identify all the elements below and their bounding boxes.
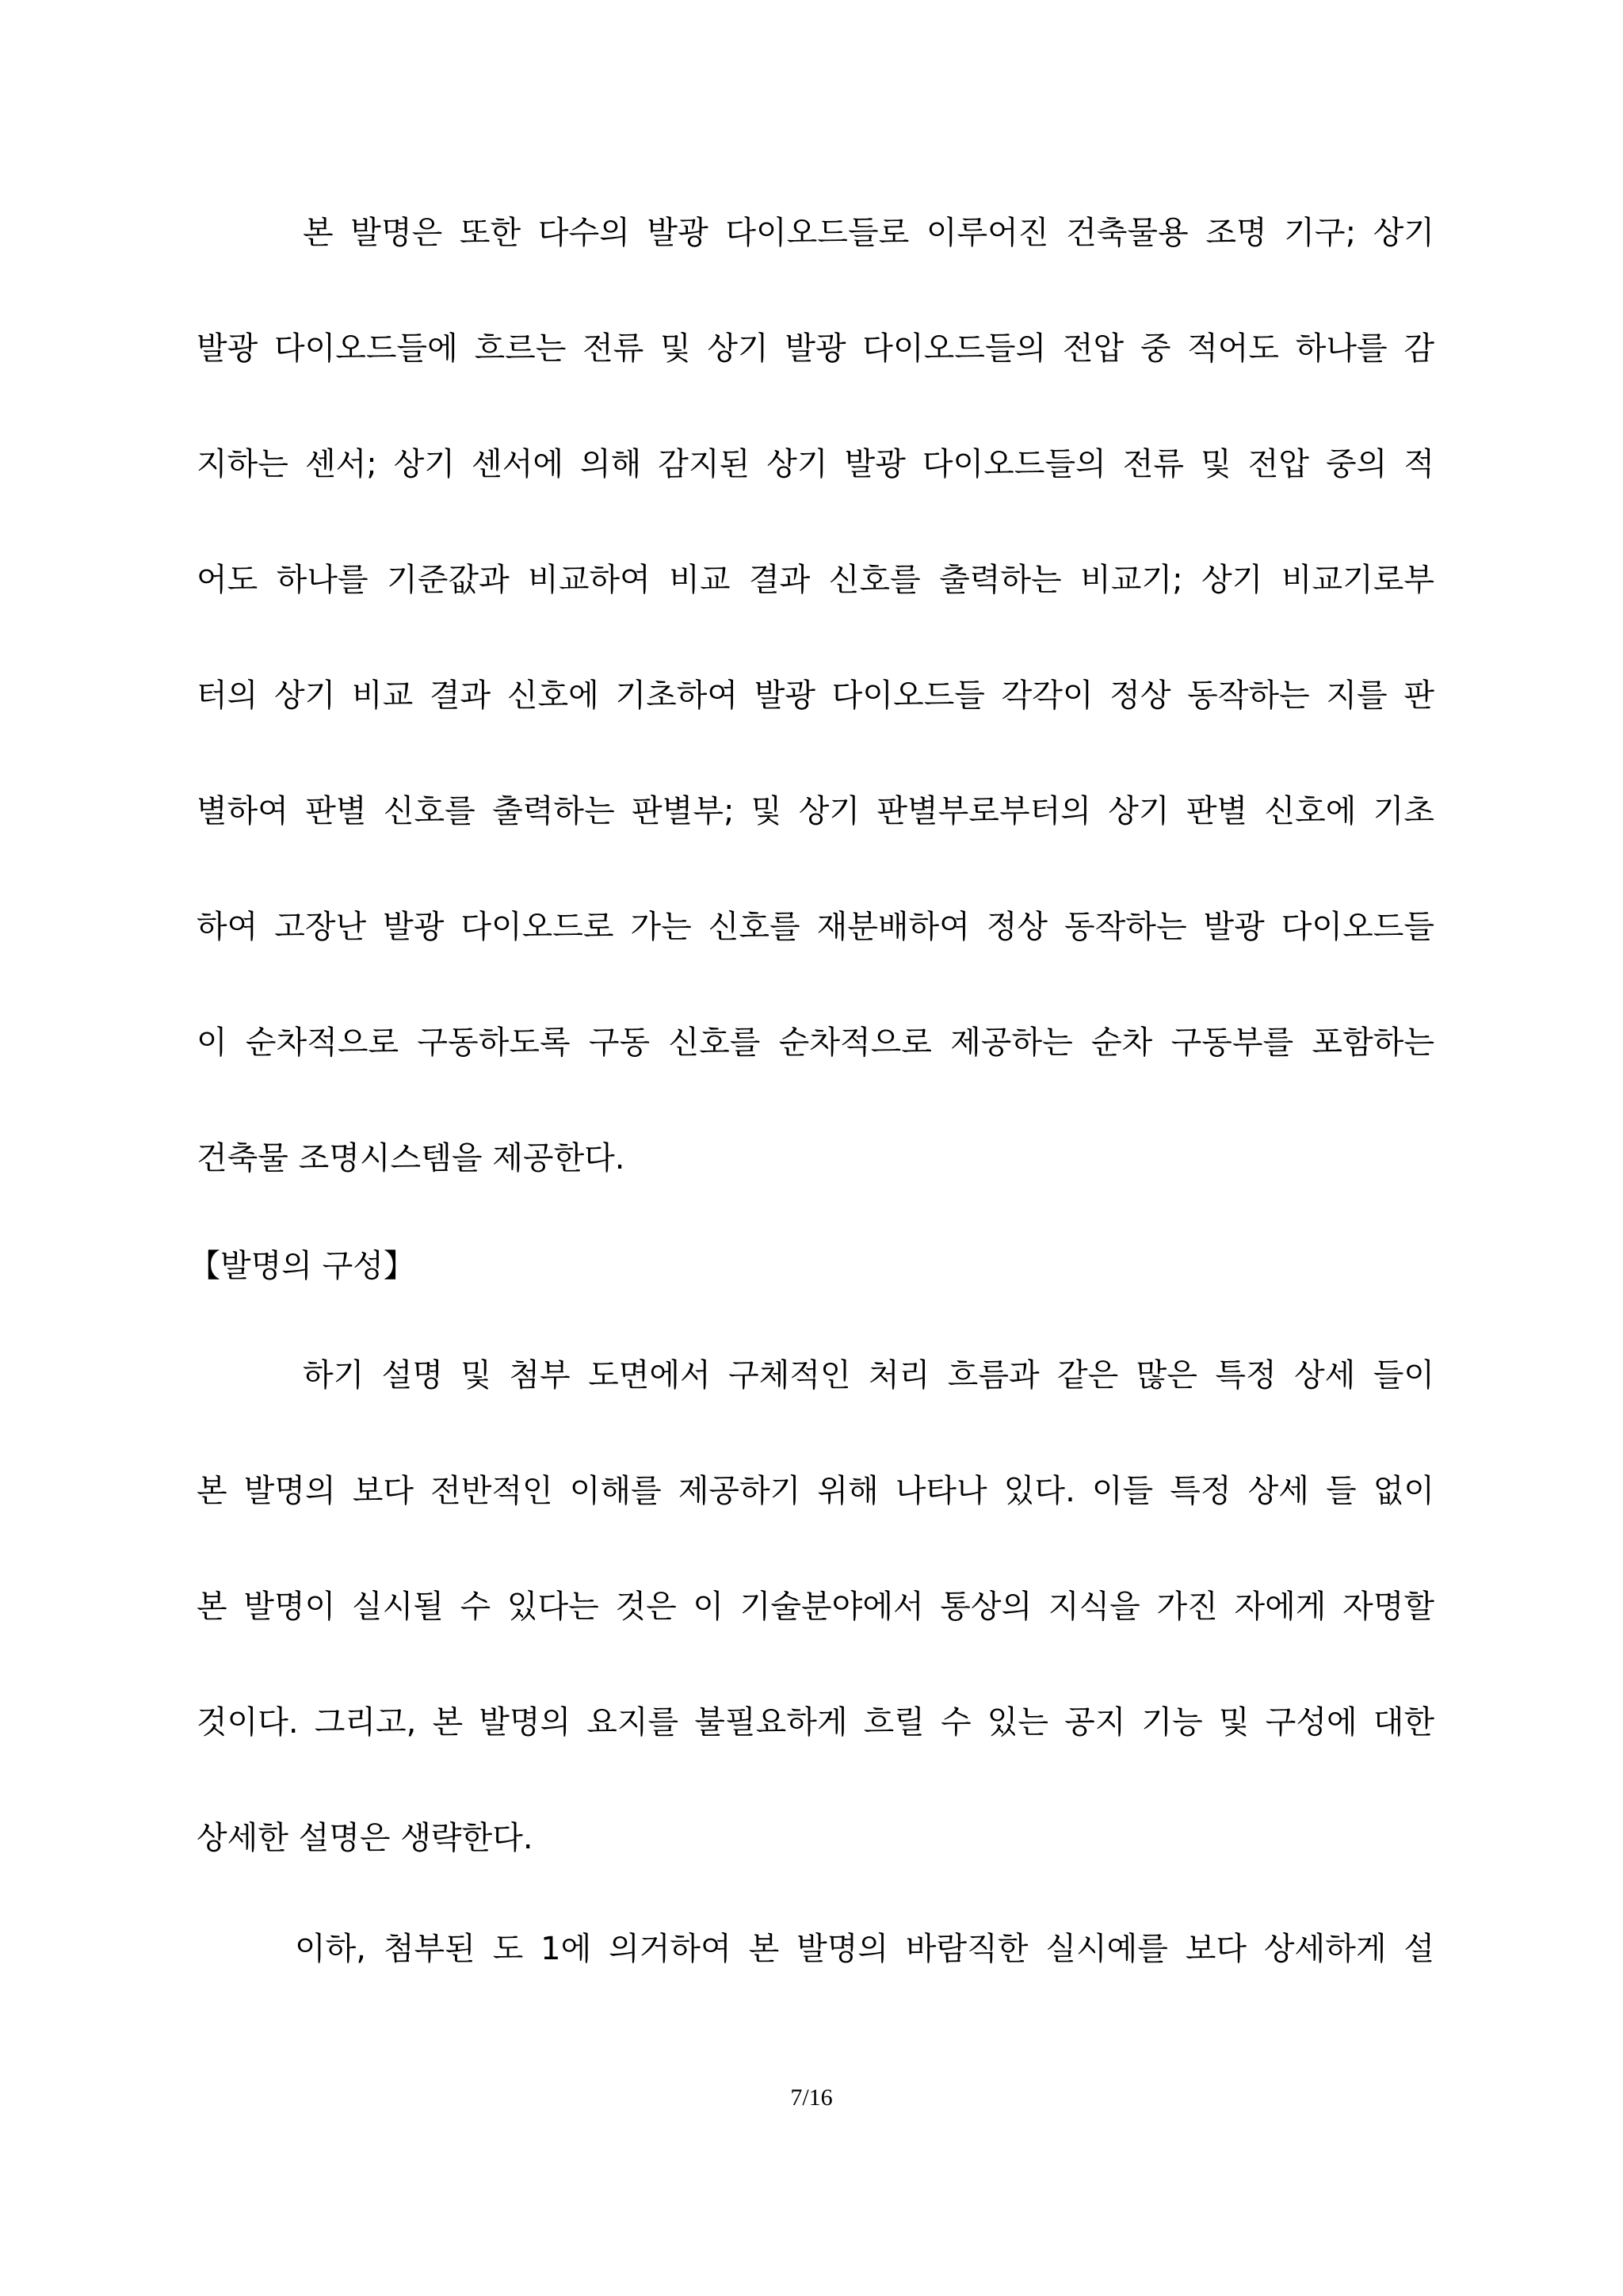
- paragraph-1-line-1: 본 발명은 또한 다수의 발광 다이오드들로 이루어진 건축물용 조명 기구; 상기: [303, 215, 1434, 251]
- paragraph-2-line-5: 상세한 설명은 생략한다.: [197, 1820, 533, 1856]
- paragraph-3-line-1: 이하, 첨부된 도 1에 의거하여 본 발명의 바람직한 실시예를 보다 상세하게 설: [295, 1931, 1434, 1967]
- paragraph-1-line-8: 이 순차적으로 구동하도록 구동 신호를 순차적으로 제공하는 순차 구동부를 포함하는: [197, 1024, 1434, 1061]
- paragraph-1-line-3: 지하는 센서; 상기 센서에 의해 감지된 상기 발광 다이오드들의 전류 및 전압 중의 적: [197, 446, 1434, 482]
- paragraph-1-line-6: 별하여 판별 신호를 출력하는 판별부; 및 상기 판별부로부터의 상기 판별 신호에 기초: [197, 793, 1434, 830]
- paragraph-2-line-4: 것이다. 그리고, 본 발명의 요지를 불필요하게 흐릴 수 있는 공지 기능 및 구성에 대한: [197, 1704, 1434, 1741]
- paragraph-1-line-4: 어도 하나를 기준값과 비교하여 비교 결과 신호를 출력하는 비교기; 상기 비교기로부: [197, 562, 1434, 598]
- paragraph-1-line-7: 하여 고장난 발광 다이오드로 가는 신호를 재분배하여 정상 동작하는 발광 다이오드들: [197, 909, 1434, 945]
- paragraph-1-line-2: 발광 다이오드들에 흐르는 전류 및 상기 발광 다이오드들의 전압 중 적어도 하나를 감: [197, 330, 1434, 367]
- section-heading: 【발명의 구성】: [189, 1248, 415, 1284]
- paragraph-1-line-9: 건축물 조명시스템을 제공한다.: [197, 1140, 625, 1177]
- paragraph-2-line-2: 본 발명의 보다 전반적인 이해를 제공하기 위해 나타나 있다. 이들 특정 상세 들 없이: [197, 1473, 1434, 1509]
- page-number: 7/16: [790, 2084, 833, 2111]
- paragraph-1-line-5: 터의 상기 비교 결과 신호에 기초하여 발광 다이오드들 각각이 정상 동작하는 지를 판: [197, 677, 1434, 714]
- paragraph-2-line-3: 본 발명이 실시될 수 있다는 것은 이 기술분야에서 통상의 지식을 가진 자에게 자명할: [197, 1589, 1434, 1625]
- paragraph-2-line-1: 하기 설명 및 첨부 도면에서 구체적인 처리 흐름과 같은 많은 특정 상세 들이: [303, 1357, 1434, 1394]
